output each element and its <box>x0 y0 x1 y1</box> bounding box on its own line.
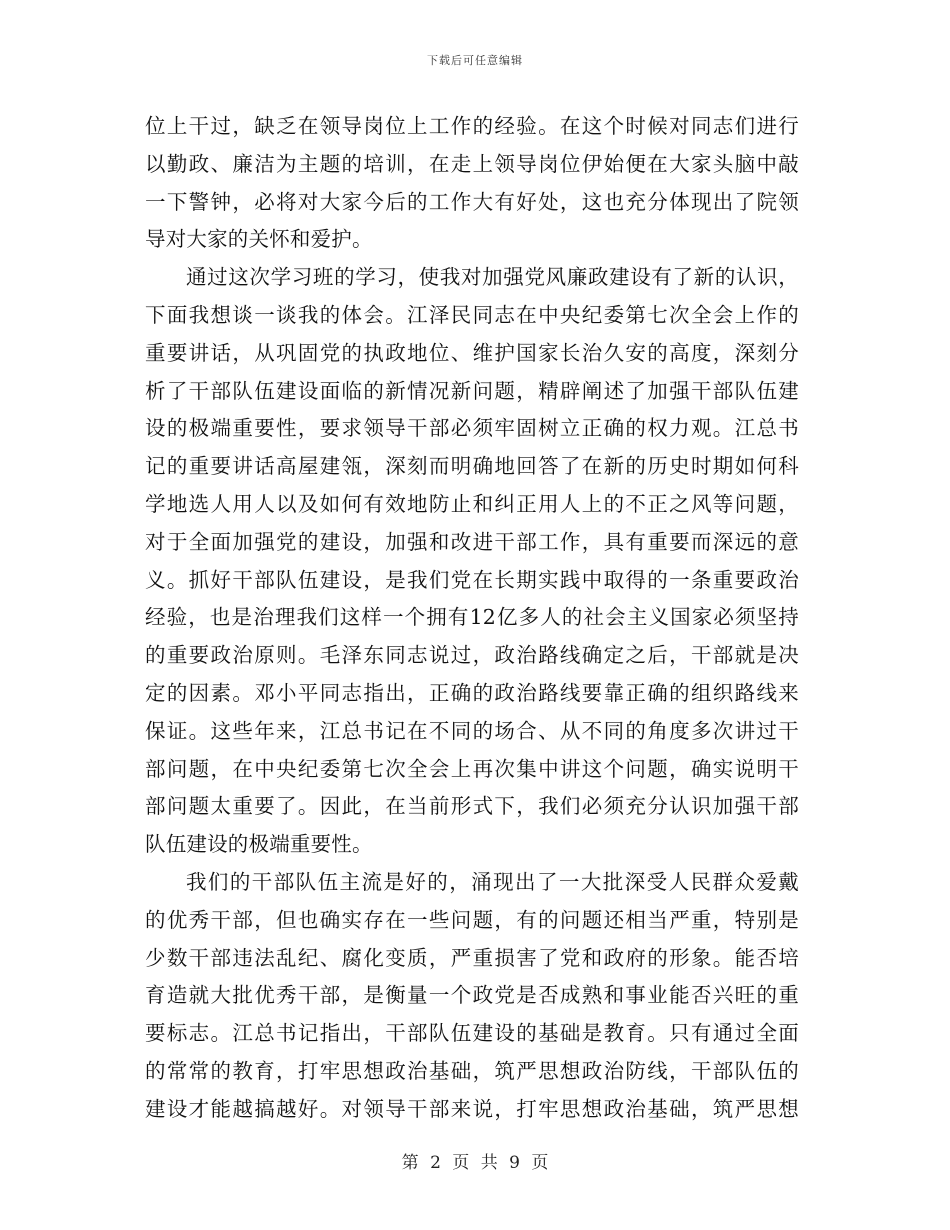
text-line: 重要讲话，从巩固党的执政地位、维护国家长治久安的高度，深刻分 <box>145 340 799 365</box>
text-line: 一下警钟，必将对大家今后的工作大有好处，这也充分体现出了院领 <box>145 189 799 214</box>
text-line: 析了干部队伍建设面临的新情况新问题，精辟阐述了加强干部队伍建 <box>145 378 799 403</box>
page-number-footer: 第 2 页 共 9 页 <box>401 1153 549 1173</box>
text-line: 部问题太重要了。因此，在当前形式下，我们必须充分认识加强干部 <box>145 794 799 819</box>
text-line: 学地选人用人以及如何有效地防止和纠正用人上的不正之风等问题， <box>145 491 799 516</box>
text-line: 育造就大批优秀干部，是衡量一个政党是否成熟和事业能否兴旺的重 <box>145 983 799 1008</box>
text-line: 下面我想谈一谈我的体会。江泽民同志在中央纪委第七次全会上作的 <box>145 302 799 327</box>
text-line: 通过这次学习班的学习，使我对加强党风廉政建设有了新的认识， <box>186 265 799 290</box>
text-line: 记的重要讲话高屋建瓴，深刻而明确地回答了在新的历史时期如何科 <box>145 454 799 479</box>
text-line: 建设才能越搞越好。对领导干部来说，打牢思想政治基础，筑严思想 <box>145 1096 799 1121</box>
paragraph <box>145 108 799 259</box>
text-line: 的常常的教育，打牢思想政治基础，筑严思想政治防线，干部队伍的 <box>145 1058 799 1083</box>
paragraph <box>145 259 799 864</box>
text-line: 对于全面加强党的建设，加强和改进干部工作，具有重要而深远的意 <box>145 529 799 554</box>
text-line: 导对大家的关怀和爱护。 <box>145 227 373 252</box>
paragraph <box>145 864 799 1129</box>
text-line: 我们的干部队伍主流是好的，涌现出了一大批深受人民群众爱戴 <box>186 869 799 894</box>
text-line: 队伍建设的极端重要性。 <box>145 832 373 857</box>
text-line: 定的因素。邓小平同志指出，正确的政治路线要靠正确的组织路线来 <box>145 680 799 705</box>
text-line: 义。抓好干部队伍建设，是我们党在长期实践中取得的一条重要政治 <box>145 567 799 592</box>
page-header: 下载后可任意编辑 <box>427 54 523 67</box>
text-line: 的优秀干部，但也确实存在一些问题，有的问题还相当严重，特别是 <box>145 907 799 932</box>
text-line: 以勤政、廉洁为主题的培训，在走上领导岗位伊始便在大家头脑中敲 <box>145 151 799 176</box>
text-line: 保证。这些年来，江总书记在不同的场合、从不同的角度多次讲过干 <box>145 718 799 743</box>
text-line: 的重要政治原则。毛泽东同志说过，政治路线确定之后，干部就是决 <box>145 643 799 668</box>
text-line: 部问题，在中央纪委第七次全会上再次集中讲这个问题，确实说明干 <box>145 756 799 781</box>
text-line: 位上干过，缺乏在领导岗位上工作的经验。在这个时候对同志们进行 <box>145 114 799 138</box>
text-line: 要标志。江总书记指出，干部队伍建设的基础是教育。只有通过全面 <box>145 1021 799 1046</box>
text-line: 设的极端重要性，要求领导干部必须牢固树立正确的权力观。江总书 <box>145 416 799 441</box>
document-body <box>145 108 799 1129</box>
text-line: 经验，也是治理我们这样一个拥有12亿多人的社会主义国家必须坚持 <box>145 605 799 630</box>
text-line: 少数干部违法乱纪、腐化变质，严重损害了党和政府的形象。能否培 <box>145 945 799 970</box>
